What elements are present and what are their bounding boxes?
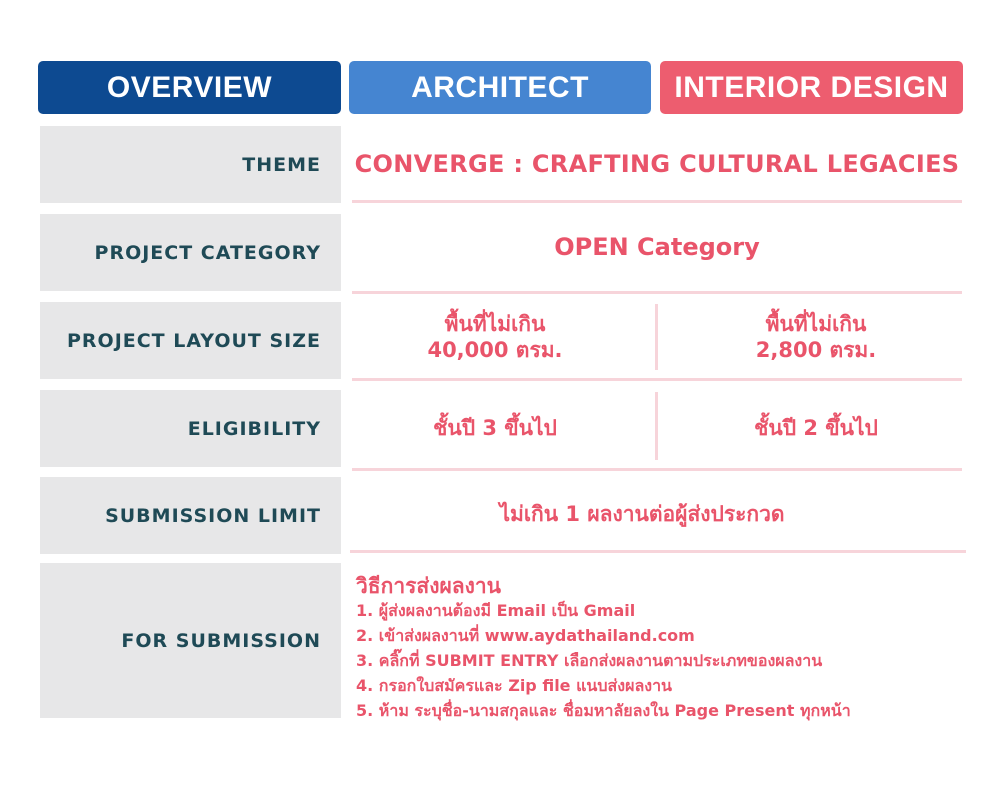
- interior-layout-size-line1: พื้นที่ไม่เกิน: [765, 312, 867, 336]
- divider: [350, 550, 966, 553]
- project-category-label: PROJECT CATEGORY: [40, 214, 341, 291]
- column-divider: [655, 392, 658, 460]
- interior-eligibility: ชั้นปี 2 ขึ้นไป: [754, 415, 878, 440]
- tab-interior-design[interactable]: INTERIOR DESIGN: [660, 61, 963, 114]
- submission-steps: [356, 598, 851, 723]
- submission-step: 1. ผู้ส่งผลงานต้องมี Email เป็น Gmail: [356, 601, 636, 620]
- divider: [352, 378, 962, 381]
- submission-step: 4. กรอกใบสมัครและ Zip file แนบส่งผลงาน: [356, 676, 672, 695]
- project-category-value: OPEN Category: [554, 233, 760, 261]
- submission-step: 3. คลิ๊กที่ SUBMIT ENTRY เลือกส่งผลงานตามประเภทของผลงาน: [356, 651, 823, 670]
- eligibility-label: ELIGIBILITY: [40, 390, 341, 467]
- tab-overview[interactable]: OVERVIEW: [38, 61, 341, 114]
- column-divider: [655, 304, 658, 370]
- interior-layout-size-line2: 2,800 ตรม.: [755, 338, 877, 362]
- for-submission-label: FOR SUBMISSION: [40, 563, 341, 718]
- submission-step: 5. ห้าม ระบุชื่อ-นามสกุลและ ชื่อมหาลัยลงใน Page Present ทุกหน้า: [356, 701, 851, 720]
- divider: [352, 291, 962, 294]
- submission-method-title: วิธีการส่งผลงาน: [356, 574, 502, 598]
- tab-architect[interactable]: ARCHITECT: [349, 61, 651, 114]
- divider: [352, 468, 962, 471]
- project-layout-size-label: PROJECT LAYOUT SIZE: [40, 302, 341, 379]
- theme-label: THEME: [40, 126, 341, 203]
- submission-limit-label: SUBMISSION LIMIT: [40, 477, 341, 554]
- interior-layout-size: [670, 302, 962, 372]
- architect-eligibility: ชั้นปี 3 ขึ้นไป: [433, 415, 557, 440]
- submission-step: 2. เข้าส่งผลงานที่ www.aydathailand.com: [356, 626, 695, 645]
- theme-value: CONVERGE : CRAFTING CULTURAL LEGACIES: [354, 149, 960, 178]
- divider: [352, 200, 962, 203]
- architect-layout-size-line2: 40,000 ตรม.: [427, 338, 563, 362]
- architect-layout-size-line1: พื้นที่ไม่เกิน: [444, 312, 546, 336]
- architect-layout-size: [352, 302, 638, 372]
- submission-limit-value: ไม่เกิน 1 ผลงานต่อผู้ส่งประกวด: [499, 502, 785, 526]
